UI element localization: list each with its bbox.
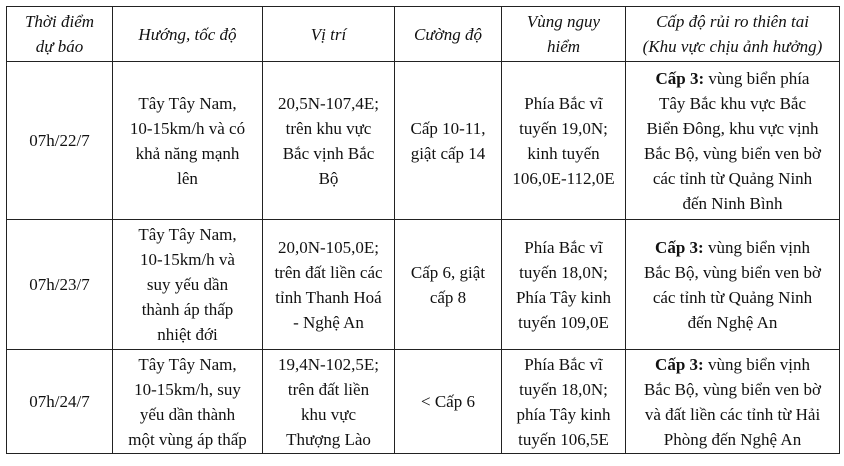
risk-level-label: Cấp 3: <box>655 354 704 374</box>
header-danger-zone: Vùng nguy hiểm <box>502 7 626 62</box>
cell-intensity: < Cấp 6 <box>395 350 502 454</box>
cell-risk-level: Cấp 3: vùng biển vịnh Bắc Bộ, vùng biển ven bờ các tỉnh từ Quảng Ninh đến Nghệ An <box>626 220 840 350</box>
risk-level-label: Cấp 3: <box>655 68 705 88</box>
header-forecast-time: Thời điểm dự báo <box>7 7 113 62</box>
cell-position: 20,5N-107,4E; trên khu vực Bắc vịnh Bắc Bộ <box>263 62 395 220</box>
cell-forecast-time: 07h/22/7 <box>7 62 113 220</box>
cell-danger-zone: Phía Bắc vĩ tuyến 18,0N; Phía Tây kinh tuyến 109,0E <box>502 220 626 350</box>
table-row <box>7 62 840 220</box>
header-intensity: Cường độ <box>395 7 502 62</box>
cell-intensity: Cấp 6, giật cấp 8 <box>395 220 502 350</box>
cell-danger-zone: Phía Bắc vĩ tuyến 19,0N; kinh tuyến 106,0E-112,0E <box>502 62 626 220</box>
table-row <box>7 350 840 454</box>
cell-direction-speed: Tây Tây Nam, 10-15km/h, suy yếu dần thành một vùng áp thấp <box>113 350 263 454</box>
header-position: Vị trí <box>263 7 395 62</box>
cell-direction-speed: Tây Tây Nam, 10-15km/h và có khả năng mạnh lên <box>113 62 263 220</box>
cell-danger-zone: Phía Bắc vĩ tuyến 18,0N; phía Tây kinh tuyến 106,5E <box>502 350 626 454</box>
header-row <box>7 7 840 62</box>
cell-direction-speed: Tây Tây Nam, 10-15km/h và suy yếu dần thành áp thấp nhiệt đới <box>113 220 263 350</box>
storm-forecast-table <box>6 6 840 454</box>
cell-forecast-time: 07h/24/7 <box>7 350 113 454</box>
header-direction-speed: Hướng, tốc độ <box>113 7 263 62</box>
cell-risk-level: Cấp 3: vùng biển vịnh Bắc Bộ, vùng biển ven bờ và đất liền các tỉnh từ Hải Phòng đến Nghệ An <box>626 350 840 454</box>
cell-forecast-time: 07h/23/7 <box>7 220 113 350</box>
cell-intensity: Cấp 10-11, giật cấp 14 <box>395 62 502 220</box>
table-row <box>7 220 840 350</box>
risk-level-label: Cấp 3: <box>655 237 704 257</box>
header-risk-level: Cấp độ rủi ro thiên tai (Khu vực chịu ảnh hưởng) <box>626 7 840 62</box>
cell-position: 20,0N-105,0E; trên đất liền các tỉnh Thanh Hoá - Nghệ An <box>263 220 395 350</box>
cell-risk-level: Cấp 3: vùng biển phía Tây Bắc khu vực Bắc Biển Đông, khu vực vịnh Bắc Bộ, vùng biển ven bờ các tỉnh từ Quảng Ninh đến Ninh Bình <box>626 62 840 220</box>
cell-position: 19,4N-102,5E; trên đất liền khu vực Thượng Lào <box>263 350 395 454</box>
